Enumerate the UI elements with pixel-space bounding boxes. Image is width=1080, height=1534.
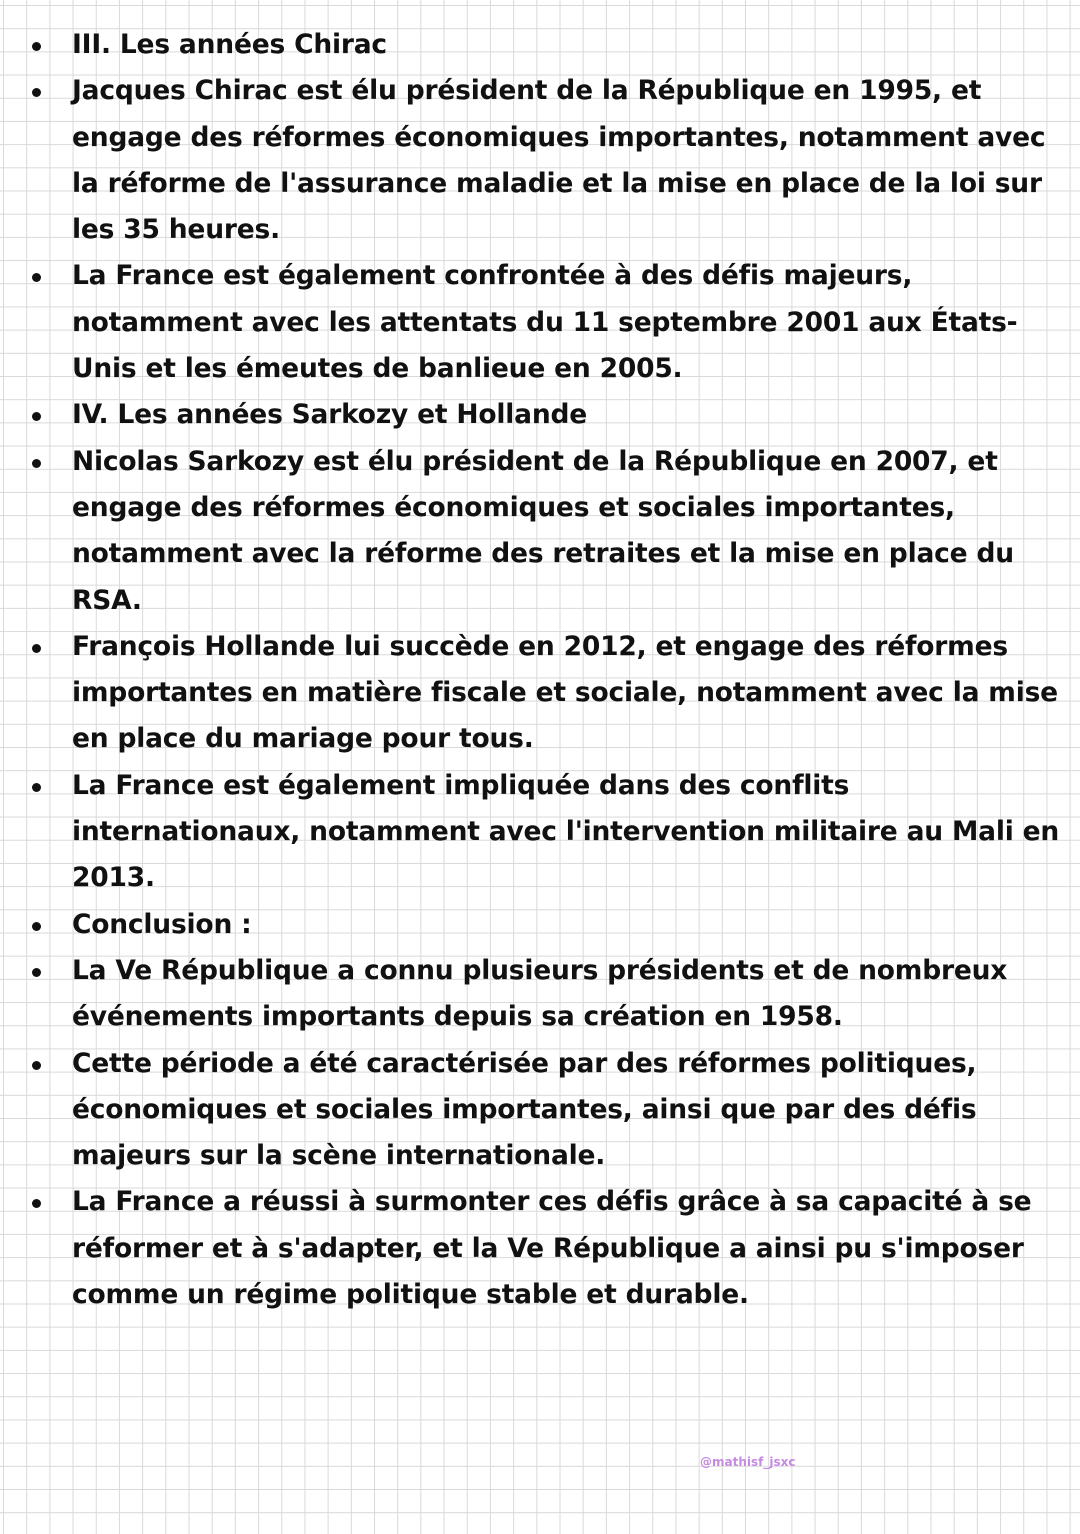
list-item [22, 902, 1062, 948]
list-item-text: La France est également impliquée dans des conflits internationaux, notamment avec l'intervention militaire au Mali en 2013. [72, 769, 1060, 894]
list-item-text: Cette période a été caractérisée par des réformes politiques, économiques et sociales importantes, ainsi que par des défis majeurs sur la scène internationale. [72, 1047, 977, 1172]
list-item [22, 439, 1062, 624]
bullet-icon [32, 783, 41, 792]
list-item [22, 1041, 1062, 1180]
list-item-text: La France est également confrontée à des défis majeurs, notamment avec les attentats du 11 septembre 2001 aux États-Unis et les émeutes de banlieue en 2005. [72, 260, 1018, 385]
section-heading: III. Les années Chirac [72, 29, 387, 60]
bullet-icon [32, 412, 41, 421]
list-item [22, 624, 1062, 763]
list-item [22, 22, 1062, 68]
notes-list [22, 22, 1062, 1318]
author-watermark: @mathisf_jsxc [700, 1455, 796, 1469]
list-item [22, 763, 1062, 902]
list-item [22, 392, 1062, 438]
bullet-icon [32, 922, 41, 931]
bullet-icon [32, 644, 41, 653]
list-item-text: La France a réussi à surmonter ces défis grâce à sa capacité à se réformer et à s'adapter, et la Ve République a ainsi pu s'imposer comme un régime politique stable et durable. [72, 1186, 1032, 1311]
bullet-icon [32, 42, 41, 51]
list-item-text: François Hollande lui succède en 2012, et engage des réformes importantes en matière fiscale et sociale, notamment avec la mise en place du mariage pour tous. [72, 630, 1058, 755]
list-item-text: La Ve République a connu plusieurs présidents et de nombreux événements importants depuis sa création en 1958. [72, 954, 1008, 1033]
bullet-icon [32, 1061, 41, 1070]
bullet-icon [32, 968, 41, 977]
bullet-icon [32, 273, 41, 282]
bullet-icon [32, 1199, 41, 1208]
section-heading: IV. Les années Sarkozy et Hollande [72, 399, 588, 431]
bullet-icon [32, 88, 41, 97]
list-item [22, 68, 1062, 253]
list-item [22, 1179, 1062, 1318]
list-item [22, 253, 1062, 392]
list-item-text: Jacques Chirac est élu président de la République en 1995, et engage des réformes économiques importantes, notamment avec la réforme de l'assurance maladie et la mise en place de la loi sur les 35 heures. [72, 75, 1046, 246]
bullet-icon [32, 459, 41, 468]
list-item [22, 948, 1062, 1041]
section-heading: Conclusion : [72, 908, 252, 940]
list-item-text: Nicolas Sarkozy est élu président de la République en 2007, et engage des réformes économiques et sociales importantes, notamment avec la réforme des retraites et la mise en place du RSA. [72, 445, 1014, 616]
